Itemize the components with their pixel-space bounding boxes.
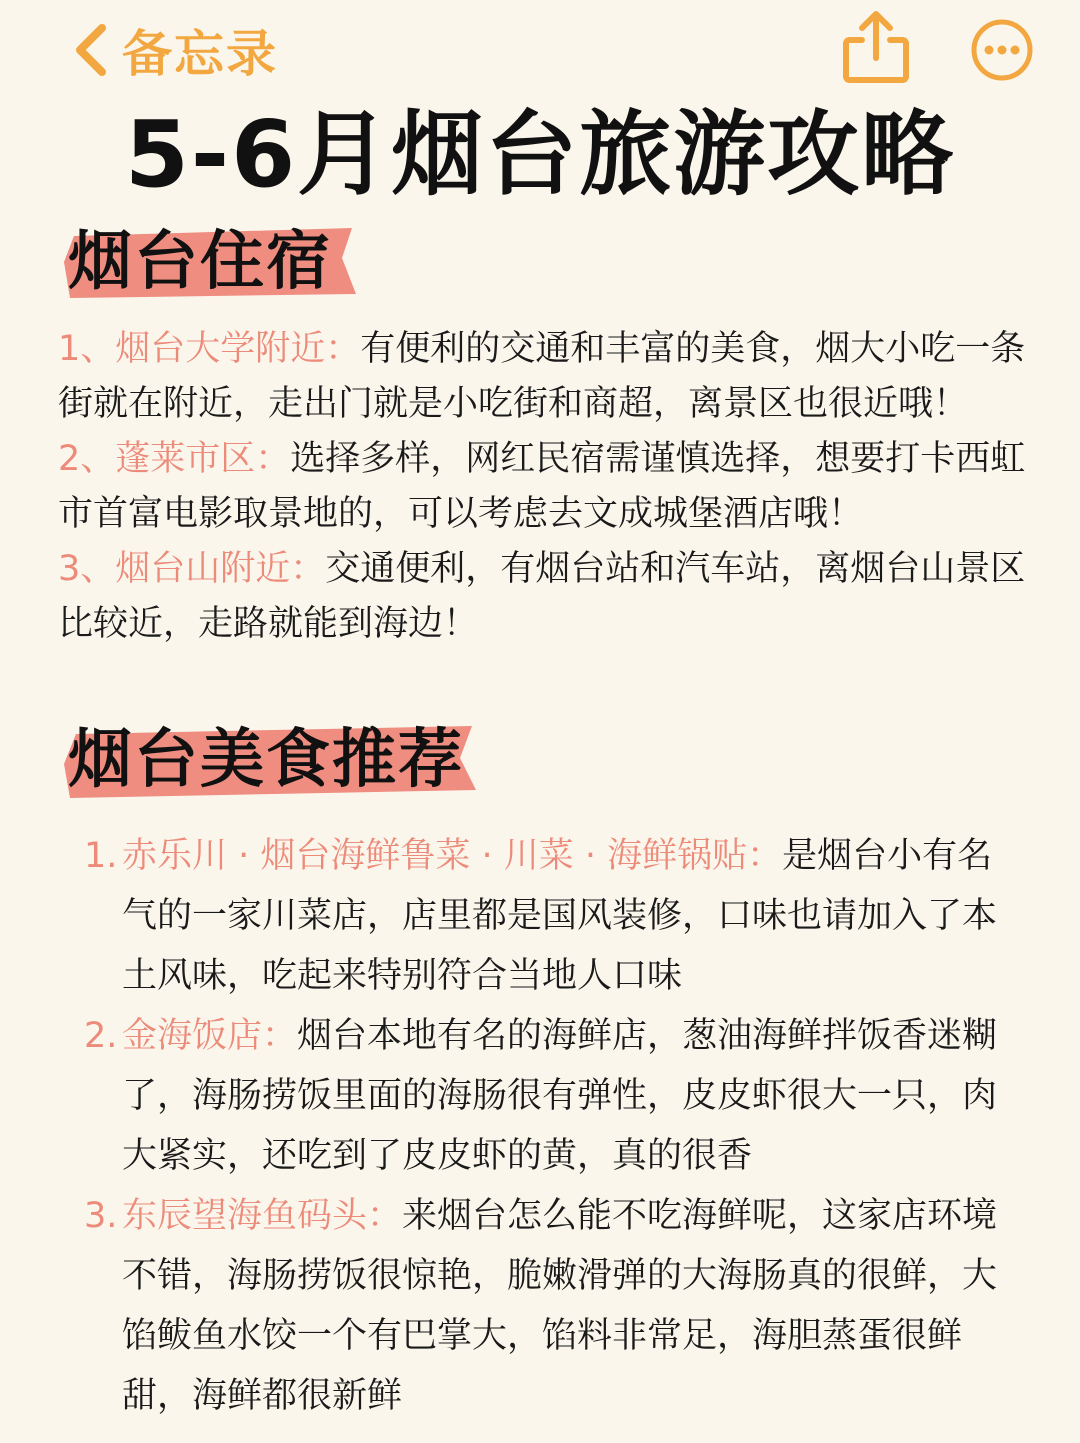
nav-bar — [0, 0, 1080, 100]
food-item-number: 3. — [84, 1196, 118, 1236]
lodging-item — [58, 322, 1028, 432]
lodging-item-label: 1、烟台大学附近： — [58, 329, 361, 369]
food-list — [80, 826, 1020, 1426]
lodging-section-heading — [60, 222, 360, 302]
lodging-item — [58, 542, 1028, 652]
food-section-heading — [60, 720, 480, 800]
lodging-item — [58, 432, 1028, 542]
food-item-text: 是烟台小有名气的一家川菜店，店里都是国风装修，口味也请加入了本土风味，吃起来特别符合当地人口味 — [122, 836, 998, 996]
lodging-item-text: 有便利的交通和丰富的美食，烟大小吃一条街就在附近，走出门就是小吃街和商超，离景区也很近哦！ — [58, 329, 1026, 424]
food-item-text: 来烟台怎么能不吃海鲜呢，这家店环境不错，海肠捞饭很惊艳，脆嫩滑弹的大海肠真的很鲜，大馅鲅鱼水饺一个有巴掌大，馅料非常足，海胆蒸蛋很鲜甜，海鲜都很新鲜 — [122, 1196, 998, 1416]
food-item — [80, 1006, 1020, 1186]
food-item-number: 1. — [84, 836, 118, 876]
page-title: 5-6月烟台旅游攻略 — [124, 101, 956, 208]
back-button[interactable] — [72, 18, 278, 82]
share-button[interactable] — [836, 10, 916, 86]
food-item — [80, 826, 1020, 1006]
share-icon — [836, 71, 916, 90]
lodging-item-text: 交通便利，有烟台站和汽车站，离烟台山景区比较近，走路就能到海边！ — [58, 549, 1026, 644]
lodging-list — [58, 322, 1028, 652]
food-item-number: 2. — [84, 1016, 118, 1056]
lodging-item-label: 2、蓬莱市区： — [58, 439, 291, 479]
food-item — [80, 1186, 1020, 1426]
back-label: 备忘录 — [122, 25, 278, 83]
chevron-left-icon — [72, 24, 108, 76]
food-item-text: 烟台本地有名的海鲜店，葱油海鲜拌饭香迷糊了，海肠捞饭里面的海肠很有弹性，皮皮虾很大一只，肉大紧实，还吃到了皮皮虾的黄，真的很香 — [122, 1016, 998, 1176]
food-item-label: 东辰望海鱼码头： — [122, 1196, 403, 1236]
food-heading: 烟台美食推荐 — [68, 723, 464, 797]
ellipsis-circle-icon — [970, 67, 1034, 86]
lodging-item-text: 选择多样，网红民宿需谨慎选择，想要打卡西虹市首富电影取景地的，可以考虑去文成城堡酒店哦！ — [58, 439, 1026, 534]
food-item-label: 赤乐川 · 烟台海鲜鲁菜 · 川菜 · 海鲜锅贴： — [122, 836, 783, 876]
lodging-heading: 烟台住宿 — [68, 225, 332, 299]
lodging-item-label: 3、烟台山附近： — [58, 549, 326, 589]
food-item-label: 金海饭店： — [122, 1016, 298, 1056]
more-button[interactable] — [970, 18, 1034, 82]
